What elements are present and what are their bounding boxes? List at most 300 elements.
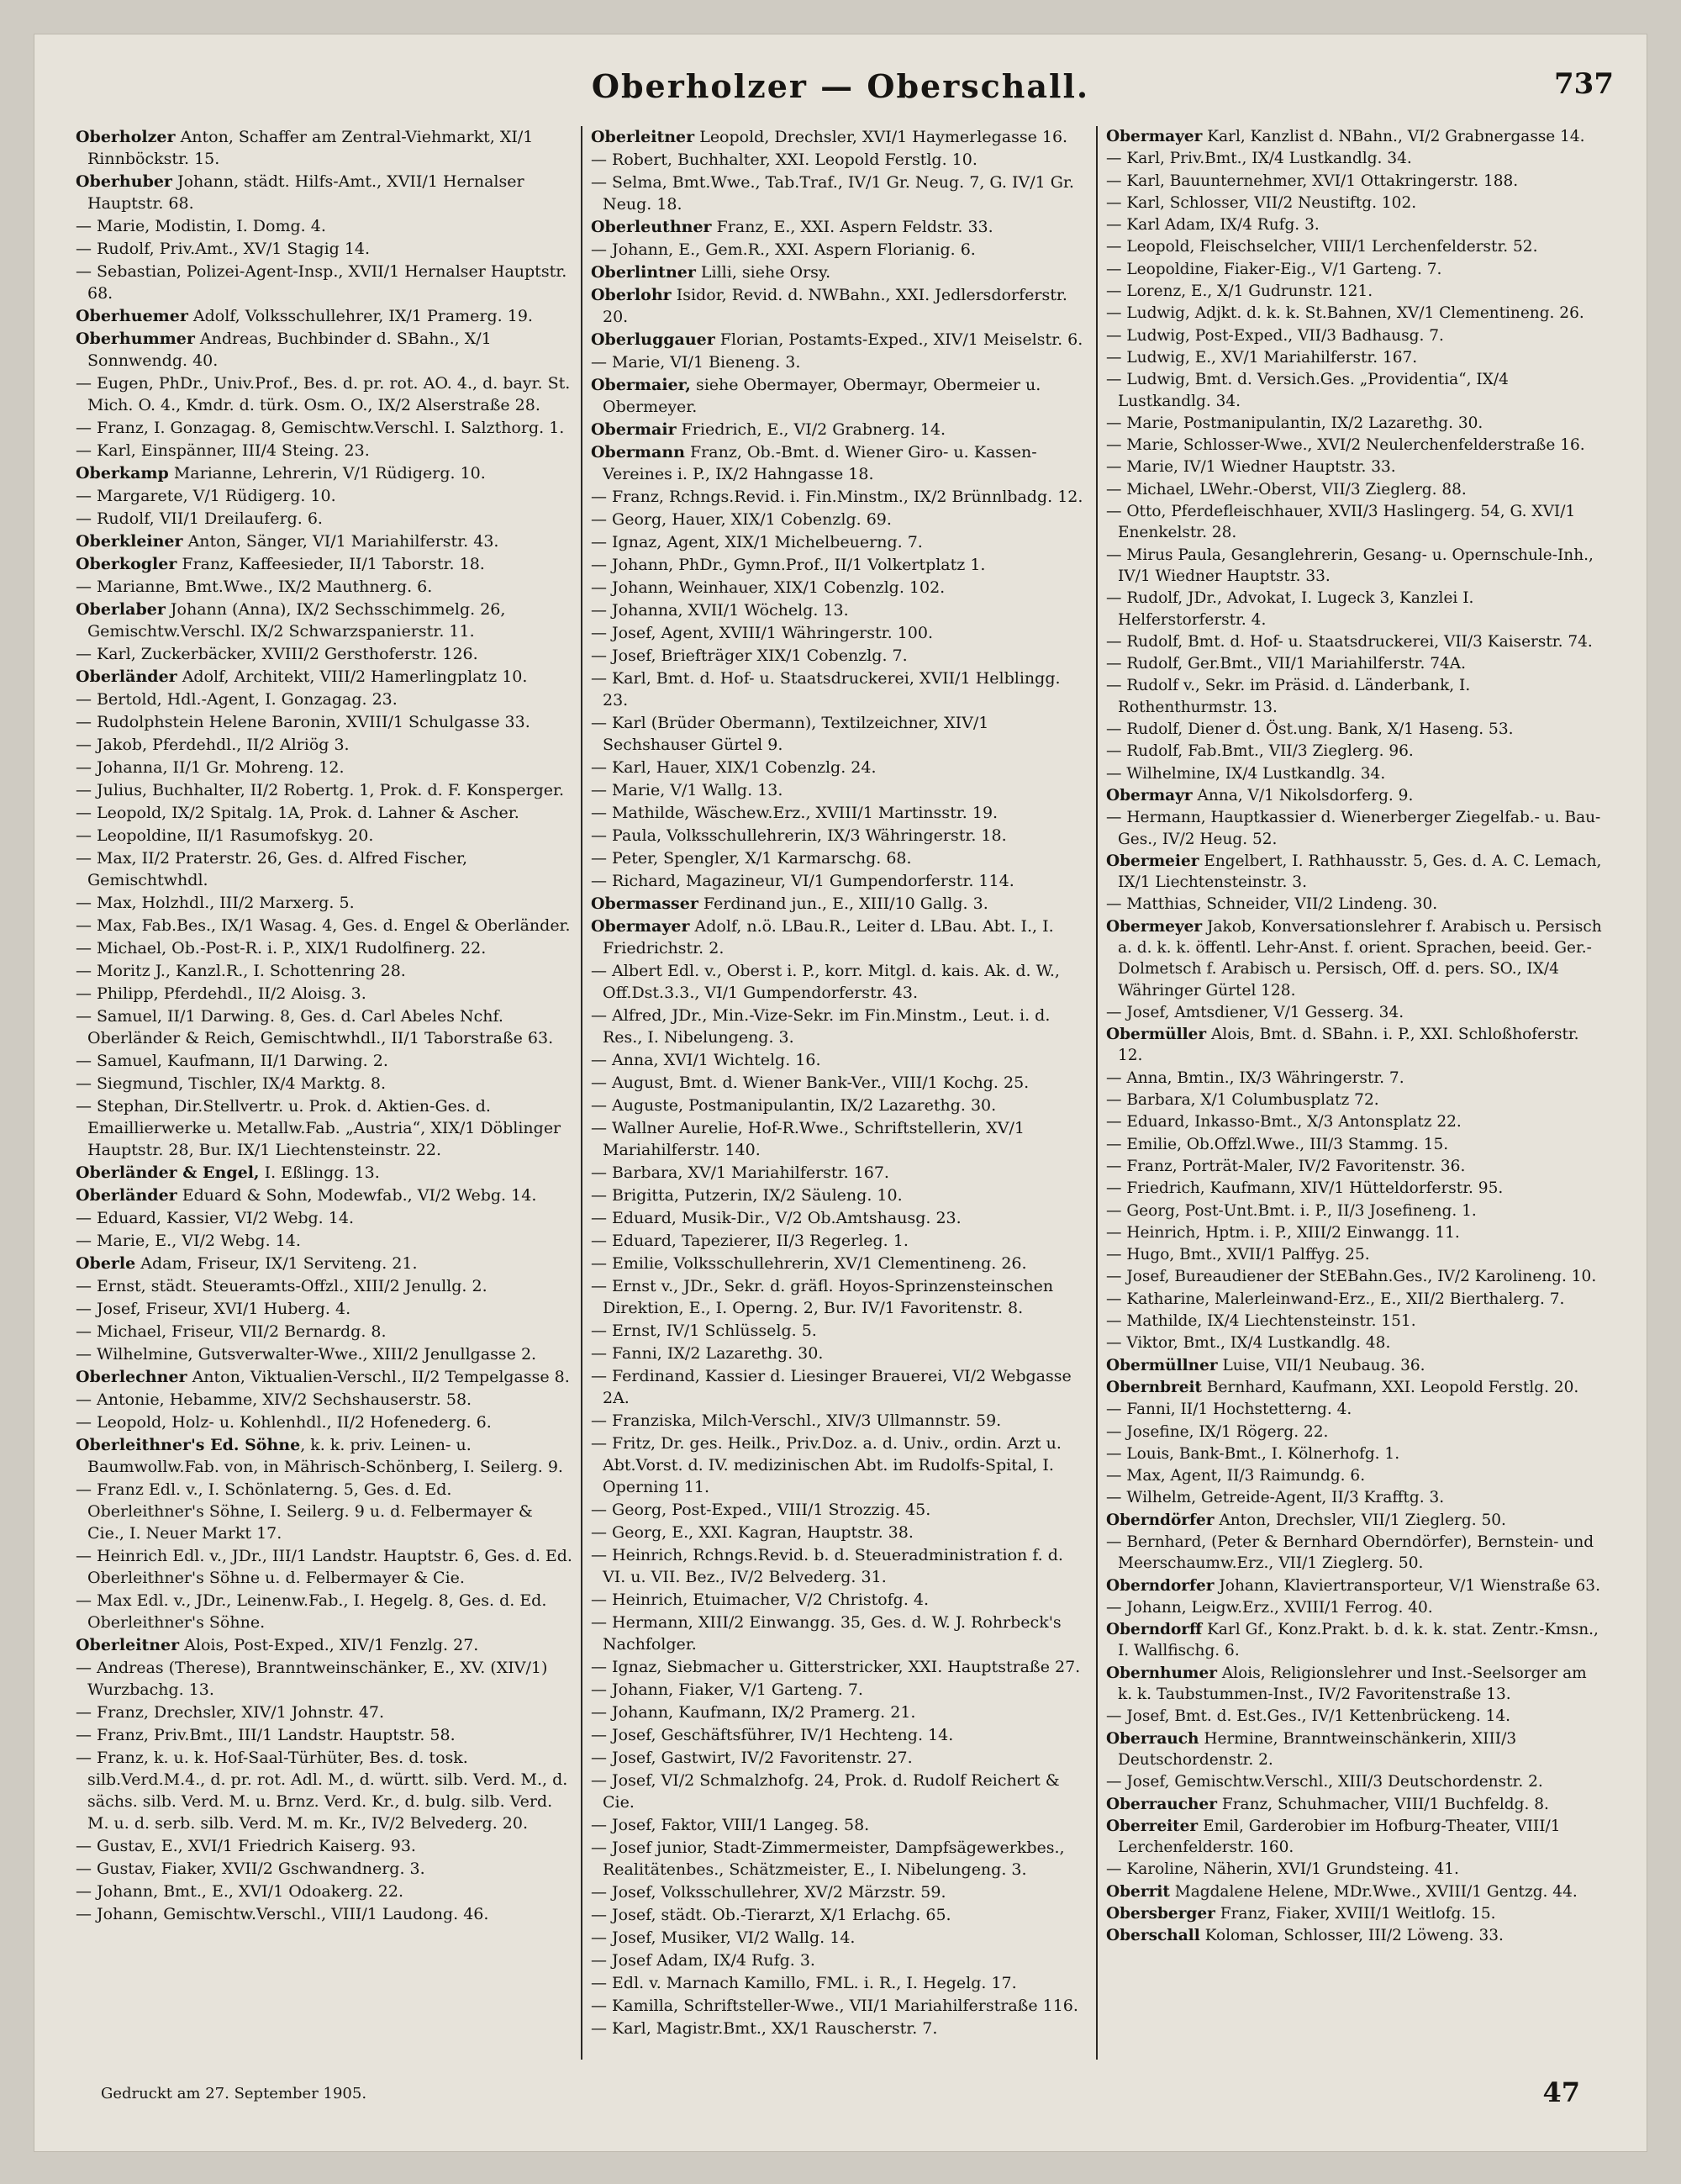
- directory-entry: [76, 530, 572, 552]
- directory-entry: [591, 1320, 1088, 1342]
- entry-text: — Josef, Amtsdiener, V/1 Gesserg. 34.: [1106, 1003, 1404, 1021]
- sheet-signature: 47: [1542, 2076, 1580, 2108]
- directory-entry: [1106, 435, 1605, 456]
- entry-text: — Johann, Gemischtw.Verschl., VIII/1 Laudong. 46.: [76, 1905, 489, 1923]
- entry-text: — Max, Fab.Bes., IX/1 Wasag. 4, Ges. d. Engel & Oberländer.: [76, 916, 571, 935]
- entry-text: — Eugen, PhDr., Univ.Prof., Bes. d. pr. rot. AO. 4., d. bayr. St. Mich. O. 4., Kmdr. d. türk. Osm. O., IX/2 Alserstraße 28.: [76, 374, 571, 414]
- directory-entry: [76, 171, 572, 214]
- directory-entry: [591, 329, 1088, 351]
- directory-entry: [1106, 1706, 1605, 1727]
- entry-surname: Oberlechner: [76, 1368, 187, 1386]
- directory-entry: [1106, 631, 1605, 652]
- directory-entry: [76, 1184, 572, 1206]
- entry-surname: Oberreiter: [1106, 1817, 1199, 1835]
- entry-surname: Oberleithner's Ed. Söhne: [76, 1436, 301, 1454]
- directory-entry: [1106, 1859, 1605, 1880]
- entry-text: — Heinrich, Hptm. i. P., XIII/2 Einwangg. 11.: [1106, 1223, 1460, 1242]
- entry-text: — Rudolf, VII/1 Dreilauferg. 6.: [76, 509, 323, 528]
- entry-text: — Johann, Kaufmann, IX/2 Pramerg. 21.: [591, 1703, 916, 1722]
- directory-entry: [591, 1837, 1088, 1881]
- entry-text: — Karl, Magistr.Bmt., XX/1 Rauscherstr. 7.: [591, 2019, 938, 2038]
- directory-entry: [1106, 369, 1605, 412]
- entry-text: — Rudolf, Ger.Bmt., VII/1 Mariahilferstr. 74A.: [1106, 655, 1466, 673]
- entry-text: Andreas, Buchbinder d. SBahn., X/1 Sonnwendg. 40.: [87, 330, 492, 370]
- directory-entry: [591, 1072, 1088, 1094]
- entry-text: — Hermann, Hauptkassier d. Wienerberger Ziegelfab.- u. Bau-Ges., IV/2 Heug. 52.: [1106, 809, 1601, 848]
- entry-text: — Josef, Gemischtw.Verschl., XIII/3 Deutschordenstr. 2.: [1106, 1773, 1543, 1791]
- directory-entry: [591, 1724, 1088, 1746]
- entry-text: Adolf, Architekt, VIII/2 Hamerlingplatz 10.: [177, 667, 528, 686]
- entry-text: — Georg, Hauer, XIX/1 Cobenzlg. 69.: [591, 510, 892, 529]
- directory-entry: [1106, 1816, 1605, 1859]
- entry-text: — Ernst, IV/1 Schlüsselg. 5.: [591, 1321, 817, 1340]
- directory-entry: [591, 1410, 1088, 1432]
- entry-text: Franz, E., XXI. Aspern Feldstr. 33.: [711, 218, 993, 236]
- entry-text: — Heinrich Edl. v., JDr., III/1 Landstr. Hauptstr. 6, Ges. d. Ed. Oberleithner's Söhne u. d. Felbermayer & Cie.: [76, 1547, 572, 1587]
- entry-text: — Johann, Fiaker, V/1 Garteng. 7.: [591, 1680, 863, 1699]
- entry-text: — Margarete, V/1 Rüdigerg. 10.: [76, 487, 336, 505]
- entry-text: — Rudolf, Fab.Bmt., VII/3 Zieglerg. 96.: [1106, 742, 1414, 761]
- entry-surname: Obermayer: [1106, 128, 1203, 145]
- directory-page: [34, 34, 1647, 2152]
- entry-text: — Franz, Rchngs.Revid. i. Fin.Minstm., IX/2 Brünnlbadg. 12.: [591, 488, 1083, 506]
- directory-entry: [76, 1207, 572, 1229]
- entry-text: Magdalene Helene, MDr.Wwe., XVIII/1 Gentzg. 44.: [1169, 1882, 1578, 1901]
- entry-text: — Max Edl. v., JDr., Leinenw.Fab., I. Hegelg. 8, Ges. d. Ed. Oberleithner's Söhne.: [76, 1591, 547, 1632]
- directory-entry: [591, 239, 1088, 261]
- directory-entry: [591, 667, 1088, 711]
- entry-surname: Oberholzer: [76, 128, 176, 146]
- directory-entry: [76, 643, 572, 665]
- entry-text: — Johanna, XVII/1 Wöchelg. 13.: [591, 601, 849, 620]
- directory-entry: [591, 1522, 1088, 1543]
- directory-entry: [76, 802, 572, 824]
- column-2: [582, 126, 1098, 2060]
- directory-entry: [1106, 741, 1605, 762]
- entry-text: — Josef, städt. Ob.-Tierarzt, X/1 Erlachg. 65.: [591, 1906, 951, 1924]
- directory-entry: [76, 1479, 572, 1544]
- directory-entry: [76, 215, 572, 237]
- directory-entry: [591, 802, 1088, 824]
- entry-surname: Obermeier: [1106, 852, 1199, 870]
- entry-text: — Alfred, JDr., Min.-Vize-Sekr. im Fin.Minstm., Leut. i. d. Res., I. Nibelungeng. 3.: [591, 1006, 1051, 1047]
- entry-text: — Marianne, Bmt.Wwe., IX/2 Mauthnerg. 6.: [76, 578, 433, 596]
- entry-text: — Karl, Schlosser, VII/2 Neustiftg. 102.: [1106, 193, 1417, 212]
- directory-entry: [591, 1612, 1088, 1655]
- directory-entry: [1106, 1134, 1605, 1155]
- print-date: Gedruckt am 27. September 1905.: [101, 2085, 367, 2102]
- entry-text: — Franz Edl. v., I. Schönlaterng. 5, Ges. d. Ed. Oberleithner's Söhne, I. Seilerg. 9 u. d. Felbermayer & Cie., I. Neuer Markt 17.: [76, 1480, 533, 1543]
- entry-surname: Oberrauch: [1106, 1729, 1199, 1748]
- directory-entry: [591, 1927, 1088, 1949]
- directory-entry: [1106, 588, 1605, 630]
- directory-entry: [591, 284, 1088, 328]
- entry-text: siehe Obermayer, Obermayr, Obermeier u. Obermeyer.: [603, 376, 1041, 416]
- directory-entry: [76, 1230, 572, 1252]
- entry-text: Eduard & Sohn, Modewfab., VI/2 Webg. 14.: [177, 1186, 537, 1205]
- column-3: [1098, 126, 1613, 2060]
- directory-entry: [76, 1162, 572, 1184]
- entry-text: Johann (Anna), IX/2 Sechsschimmelg. 26, Gemischtw.Verschl. IX/2 Schwarzspanierstr. 11.: [87, 600, 506, 641]
- entry-text: — Eduard, Inkasso-Bmt., X/3 Antonsplatz 22.: [1106, 1113, 1462, 1132]
- directory-entry: [1106, 1597, 1605, 1618]
- directory-entry: [76, 1411, 572, 1433]
- entry-text: — Karl (Brüder Obermann), Textilzeichner, XIV/1 Sechshauser Gürtel 9.: [591, 714, 989, 754]
- entry-text: Franz, Kaffeesieder, II/1 Taborstr. 18.: [177, 555, 485, 573]
- directory-entry: [591, 1747, 1088, 1769]
- directory-entry: [76, 553, 572, 575]
- directory-entry: [76, 328, 572, 372]
- entry-text: — Sebastian, Polizei-Agent-Insp., XVII/1 Hernalser Hauptstr. 68.: [76, 262, 567, 303]
- directory-entry: [591, 1499, 1088, 1521]
- entry-surname: Obermayr: [1106, 786, 1193, 804]
- directory-entry: [1106, 413, 1605, 434]
- entry-text: — Ludwig, E., XV/1 Mariahilferstr. 167.: [1106, 348, 1418, 367]
- directory-entry: [76, 1835, 572, 1857]
- entry-text: — Josef Adam, IX/4 Rufg. 3.: [591, 1951, 815, 1970]
- directory-entry: [76, 1321, 572, 1343]
- directory-entry: [1106, 851, 1605, 894]
- entry-text: — Josef, Musiker, VI/2 Wallg. 14.: [591, 1928, 856, 1947]
- directory-entry: [591, 1881, 1088, 1903]
- directory-entry: [76, 711, 572, 733]
- entry-text: — Leopoldine, Fiaker-Eig., V/1 Garteng. 7.: [1106, 260, 1442, 278]
- entry-text: — Karl, Priv.Bmt., IX/4 Lustkandlg. 34.: [1106, 150, 1412, 168]
- entry-text: Koloman, Schlosser, III/2 Löweng. 33.: [1199, 1927, 1504, 1945]
- directory-entry: [591, 1005, 1088, 1048]
- directory-entry: [1106, 303, 1605, 324]
- entry-text: — Ludwig, Adjkt. d. k. k. St.Bahnen, XV/1 Clementineng. 26.: [1106, 304, 1584, 323]
- entry-text: — Marie, VI/1 Bieneng. 3.: [591, 353, 801, 372]
- directory-entry: [591, 149, 1088, 171]
- directory-entry: [591, 1230, 1088, 1252]
- entry-surname: Obermaier,: [591, 376, 691, 394]
- directory-entry: [1106, 1068, 1605, 1089]
- entry-text: — Lorenz, E., X/1 Gudrunstr. 121.: [1106, 282, 1373, 301]
- directory-entry: [76, 1903, 572, 1925]
- entry-text: — Wilhelmine, IX/4 Lustkandlg. 34.: [1106, 764, 1386, 783]
- entry-text: — Viktor, Bmt., IX/4 Lustkandlg. 48.: [1106, 1334, 1391, 1353]
- entry-text: — Max, Holzhdl., III/2 Marxerg. 5.: [76, 894, 355, 912]
- entry-text: Franz, Ob.-Bmt. d. Wiener Giro- u. Kassen-Vereines i. P., IX/2 Hahngasse 18.: [603, 443, 1037, 483]
- entry-text: — Ludwig, Post-Exped., VII/3 Badhausg. 7.: [1106, 326, 1444, 345]
- entry-surname: Oberkleiner: [76, 532, 183, 551]
- entry-text: Franz, Fiaker, XVIII/1 Weitlofg. 15.: [1215, 1905, 1496, 1923]
- entry-text: Johann, städt. Hilfs-Amt., XVII/1 Hernalser Hauptstr. 68.: [87, 172, 524, 213]
- directory-entry: [591, 1095, 1088, 1116]
- directory-entry: [1106, 1200, 1605, 1221]
- directory-entry: [1106, 1332, 1605, 1353]
- entry-text: — Louis, Bank-Bmt., I. Kölnerhofg. 1.: [1106, 1444, 1400, 1463]
- entry-surname: Obermeyer: [1106, 917, 1203, 936]
- entry-text: Bernhard, Kaufmann, XXI. Leopold Ferstlg. 20.: [1202, 1378, 1579, 1396]
- entry-surname: Oberhummer: [76, 330, 195, 348]
- directory-entry: [591, 599, 1088, 621]
- directory-entry: [591, 622, 1088, 644]
- directory-entry: [1106, 171, 1605, 192]
- entry-surname: Oberle: [76, 1254, 136, 1273]
- directory-entry: [1106, 1111, 1605, 1132]
- entry-text: — Mirus Paula, Gesanglehrerin, Gesang- u. Opernschule-Inh., IV/1 Wiedner Hauptstr. 33.: [1106, 546, 1594, 585]
- entry-text: — Josef, VI/2 Schmalzhofg. 24, Prok. d. Rudolf Reichert & Cie.: [591, 1771, 1060, 1812]
- entry-surname: Oberländer: [76, 667, 177, 686]
- entry-surname: Obermann: [591, 443, 685, 462]
- entry-surname: Oberleitner: [76, 1636, 180, 1654]
- directory-entry: [76, 1275, 572, 1297]
- directory-entry: [591, 1544, 1088, 1588]
- directory-entry: [591, 915, 1088, 959]
- directory-entry: [1106, 1728, 1605, 1771]
- directory-entry: [1106, 1794, 1605, 1815]
- entry-text: — Gustav, E., XVI/1 Friedrich Kaiserg. 93.: [76, 1837, 416, 1855]
- entry-text: — Anna, XVI/1 Wichtelg. 16.: [591, 1051, 821, 1069]
- directory-entry: [76, 1434, 572, 1478]
- entry-text: — Auguste, Postmanipulantin, IX/2 Lazarethg. 30.: [591, 1096, 997, 1115]
- entry-text: Luise, VII/1 Neubaug. 36.: [1217, 1356, 1425, 1374]
- directory-entry: [1106, 1222, 1605, 1243]
- directory-entry: [76, 666, 572, 688]
- directory-entry: [591, 893, 1088, 915]
- entry-text: — Eduard, Tapezierer, II/3 Regerleg. 1.: [591, 1232, 909, 1250]
- entry-text: — Kamilla, Schriftsteller-Wwe., VII/1 Mariahilferstraße 116.: [591, 1997, 1078, 2015]
- directory-entry: [76, 1095, 572, 1161]
- directory-entry: [1106, 325, 1605, 346]
- directory-entry: [1106, 479, 1605, 500]
- entry-surname: Oberlaber: [76, 600, 166, 619]
- entry-text: — Leopold, Holz- u. Kohlenhdl., II/2 Hofenederg. 6.: [76, 1413, 492, 1432]
- entry-text: — Siegmund, Tischler, IX/4 Marktg. 8.: [76, 1074, 386, 1093]
- entry-text: — Brigitta, Putzerin, IX/2 Säuleng. 10.: [591, 1186, 903, 1205]
- entry-text: — Josef, Friseur, XVI/1 Huberg. 4.: [76, 1300, 351, 1318]
- entry-text: — Karl, Zuckerbäcker, XVIII/2 Gersthoferstr. 126.: [76, 645, 478, 663]
- directory-entry: [76, 508, 572, 530]
- directory-entry: [1106, 1881, 1605, 1902]
- entry-text: — Josef, Geschäftsführer, IV/1 Hechteng. 14.: [591, 1726, 954, 1744]
- entry-text: — Rudolf, Bmt. d. Hof- u. Staatsdruckerei, VII/3 Kaiserstr. 74.: [1106, 632, 1593, 651]
- entry-text: — August, Bmt. d. Wiener Bank-Ver., VIII/1 Kochg. 25.: [591, 1074, 1030, 1092]
- entry-text: — Franziska, Milch-Verschl., XIV/3 Ullmannstr. 59.: [591, 1411, 1002, 1430]
- entry-text: Anton, Drechsler, VII/1 Zieglerg. 50.: [1214, 1511, 1506, 1529]
- directory-entry: [591, 1972, 1088, 1994]
- directory-entry: [1106, 1355, 1605, 1376]
- entry-text: — Johann, Leigw.Erz., XVIII/1 Ferrog. 40.: [1106, 1598, 1433, 1617]
- directory-entry: [591, 1701, 1088, 1723]
- directory-entry: [76, 847, 572, 891]
- entry-text: — Karl, Bauunternehmer, XVI/1 Ottakringerstr. 188.: [1106, 171, 1519, 190]
- directory-entry: [1106, 807, 1605, 850]
- directory-entry: [1106, 1422, 1605, 1443]
- entry-surname: Oberleuthner: [591, 218, 712, 236]
- directory-entry: [76, 1881, 572, 1902]
- entry-surname: Oberländer: [76, 1186, 177, 1205]
- entry-text: — Eduard, Musik-Dir., V/2 Ob.Amtshausg. 23.: [591, 1209, 962, 1227]
- entry-text: — Julius, Buchhalter, II/2 Robertg. 1, Prok. d. F. Konsperger.: [76, 781, 565, 799]
- entry-text: Engelbert, I. Rathhausstr. 5, Ges. d. A. C. Lemach, IX/1 Liechtensteinstr. 3.: [1118, 852, 1602, 892]
- entry-text: — Georg, Post-Exped., VIII/1 Strozzig. 45.: [591, 1501, 931, 1519]
- directory-entry: [76, 599, 572, 642]
- entry-text: Anton, Schaffer am Zentral-Viehmarkt, XI/1 Rinnböckstr. 15.: [87, 128, 534, 168]
- entry-text: — Karoline, Näherin, XVI/1 Grundsteing. 41.: [1106, 1860, 1459, 1879]
- entry-text: — Max, II/2 Praterstr. 26, Ges. d. Alfred Fischer, Gemischtwhdl.: [76, 849, 468, 889]
- page-header: [67, 59, 1614, 126]
- entry-text: I. Eßlingg. 13.: [259, 1163, 380, 1182]
- entry-text: — Heinrich, Etuimacher, V/2 Christofg. 4.: [591, 1591, 930, 1609]
- entry-text: — Georg, Post-Unt.Bmt. i. P., II/3 Josefineng. 1.: [1106, 1201, 1477, 1220]
- entry-text: — Michael, Friseur, VII/2 Bernardg. 8.: [76, 1322, 387, 1341]
- entry-text: — Andreas (Therese), Branntweinschänker, E., XV. (XIV/1) Wurzbachg. 13.: [76, 1659, 548, 1699]
- directory-entry: [591, 374, 1088, 418]
- directory-entry: [1106, 1089, 1605, 1110]
- directory-entry: [76, 1366, 572, 1388]
- entry-text: — Josef, Bmt. d. Est.Ges., IV/1 Kettenbrückeng. 14.: [1106, 1707, 1511, 1726]
- entry-text: — Emilie, Ob.Offzl.Wwe., III/3 Stammg. 15.: [1106, 1135, 1449, 1153]
- entry-text: — Johann, Bmt., E., XVI/1 Odoakerg. 22.: [76, 1882, 404, 1901]
- directory-entry: [591, 1949, 1088, 1971]
- directory-entry: [591, 1656, 1088, 1678]
- entry-text: — Otto, Pferdefleischhauer, XVII/3 Haslingerg. 54, G. XVI/1 Enenkelstr. 28.: [1106, 503, 1576, 542]
- entry-text: — Anna, Bmtin., IX/3 Währingerstr. 7.: [1106, 1068, 1404, 1087]
- entry-text: — Franz, Porträt-Maler, IV/2 Favoritenstr. 36.: [1106, 1157, 1466, 1175]
- directory-entry: [76, 937, 572, 959]
- directory-entry: [591, 1343, 1088, 1364]
- entry-surname: Oberschall: [1106, 1927, 1200, 1945]
- directory-entry: [591, 509, 1088, 530]
- entry-text: — Moritz J., Kanzl.R., I. Schottenring 28.: [76, 962, 406, 980]
- directory-entry: [1106, 653, 1605, 674]
- directory-entry: [1106, 545, 1605, 588]
- entry-text: — Albert Edl. v., Oberst i. P., korr. Mitgl. d. kais. Ak. d. W., Off.Dst.3.3., VI/1 Gumpendorferstr. 43.: [591, 962, 1060, 1002]
- entry-text: — Hermann, XIII/2 Einwangg. 35, Ges. d. W. J. Rohrbeck's Nachfolger.: [591, 1613, 1062, 1654]
- directory-entry: [591, 825, 1088, 847]
- entry-text: — Georg, E., XXI. Kagran, Hauptstr. 38.: [591, 1523, 914, 1542]
- entry-text: — Wallner Aurelie, Hof-R.Wwe., Schriftstellerin, XV/1 Mariahilferstr. 140.: [591, 1119, 1025, 1159]
- directory-entry: [1106, 148, 1605, 169]
- directory-entry: [76, 417, 572, 439]
- entry-surname: Oberhuemer: [76, 307, 188, 325]
- entry-text: — Selma, Bmt.Wwe., Tab.Traf., IV/1 Gr. Neug. 7, G. IV/1 Gr. Neug. 18.: [591, 173, 1074, 214]
- entry-text: — Barbara, X/1 Columbusplatz 72.: [1106, 1091, 1379, 1110]
- page-title: Oberholzer — Oberschall.: [591, 67, 1090, 105]
- entry-text: — Jakob, Pferdehdl., II/2 Alriög 3.: [76, 736, 350, 754]
- entry-text: — Eduard, Kassier, VI/2 Webg. 14.: [76, 1209, 354, 1227]
- entry-text: Emil, Garderobier im Hofburg-Theater, VIII/1 Lerchenfelderstr. 160.: [1118, 1817, 1561, 1857]
- entry-text: — Leopoldine, II/1 Rasumofskyg. 20.: [76, 826, 374, 845]
- entry-surname: Oberländer & Engel,: [76, 1163, 260, 1182]
- entry-text: — Philipp, Pferdehdl., II/2 Aloisg. 3.: [76, 984, 366, 1003]
- entry-surname: Oberrit: [1106, 1882, 1170, 1901]
- entry-text: — Ludwig, Bmt. d. Versich.Ges. „Providentia“, IX/4 Lustkandlg. 34.: [1106, 371, 1509, 410]
- entry-text: — Josef, Briefträger XIX/1 Cobenzlg. 7.: [591, 646, 908, 665]
- entry-text: — Richard, Magazineur, VI/1 Gumpendorferstr. 114.: [591, 872, 1014, 890]
- entry-text: — Mathilde, IX/4 Liechtensteinstr. 151.: [1106, 1312, 1416, 1331]
- entry-text: — Mathilde, Wäschew.Erz., XVIII/1 Martinsstr. 19.: [591, 804, 999, 822]
- directory-entry: [1106, 1903, 1605, 1924]
- entry-text: Lilli, siehe Orsy.: [695, 263, 831, 282]
- entry-text: — Samuel, II/1 Darwing. 8, Ges. d. Carl Abeles Nchf. Oberländer & Reich, Gemischtwhdl., II/1 Taborstraße 63.: [76, 1007, 554, 1047]
- directory-entry: [1106, 347, 1605, 368]
- directory-entry: [76, 126, 572, 170]
- directory-entry: [591, 216, 1088, 238]
- directory-entry: [76, 1634, 572, 1656]
- entry-surname: Obernbreit: [1106, 1378, 1203, 1396]
- entry-surname: Obermair: [591, 420, 677, 439]
- directory-entry: [1106, 675, 1605, 718]
- directory-entry: [76, 734, 572, 756]
- entry-surname: Obernhumer: [1106, 1664, 1218, 1682]
- entry-text: — Johann, E., Gem.R., XXI. Aspern Florianig. 6.: [591, 240, 976, 259]
- entry-surname: Oberlintner: [591, 263, 696, 282]
- directory-entry: [1106, 1289, 1605, 1310]
- entry-surname: Oberndörfer: [1106, 1511, 1215, 1529]
- entry-surname: Obersberger: [1106, 1905, 1215, 1923]
- entry-surname: Obermüller: [1106, 1026, 1207, 1044]
- directory-entry: [76, 1073, 572, 1095]
- directory-entry: [591, 1770, 1088, 1813]
- directory-entry: [591, 1162, 1088, 1184]
- entry-text: — Josefine, IX/1 Rögerg. 22.: [1106, 1422, 1329, 1441]
- entry-text: , k. k. priv. Leinen- u. Baumwollw.Fab. von, in Mährisch-Schönberg, I. Seilerg. 9.: [87, 1436, 563, 1476]
- entry-surname: Oberkogler: [76, 555, 177, 573]
- entry-text: — Josef, Volksschullehrer, XV/2 Märzstr. 59.: [591, 1883, 946, 1902]
- directory-entry: [591, 1904, 1088, 1926]
- entry-text: Marianne, Lehrerin, V/1 Rüdigerg. 10.: [168, 464, 486, 483]
- directory-entry: [76, 261, 572, 304]
- directory-entry: [1106, 259, 1605, 280]
- entry-text: — Wilhelmine, Gutsverwalter-Wwe., XIII/2 Jenullgasse 2.: [76, 1345, 537, 1364]
- directory-entry: [1106, 1663, 1605, 1706]
- directory-entry: [1106, 1575, 1605, 1596]
- entry-text: — Ignaz, Agent, XIX/1 Michelbeuerng. 7.: [591, 533, 923, 551]
- directory-entry: [591, 1814, 1088, 1836]
- directory-entry: [1106, 1925, 1605, 1946]
- entry-text: — Marie, V/1 Wallg. 13.: [591, 781, 783, 799]
- directory-entry: [591, 441, 1088, 485]
- entry-text: — Franz, I. Gonzagag. 8, Gemischtw.Verschl. I. Salzthorg. 1.: [76, 419, 565, 437]
- directory-entry: [76, 1050, 572, 1072]
- directory-entry: [1106, 1619, 1605, 1662]
- directory-entry: [76, 1590, 572, 1633]
- directory-entry: [1106, 1156, 1605, 1177]
- entry-surname: Oberkamp: [76, 464, 169, 483]
- directory-entry: [76, 983, 572, 1005]
- entry-text: — Ernst, städt. Steueramts-Offzl., XIII/2 Jenullg. 2.: [76, 1277, 487, 1295]
- entry-text: Johann, Klaviertransporteur, V/1 Wienstraße 63.: [1214, 1576, 1600, 1595]
- entry-text: — Ernst v., JDr., Sekr. d. gräfl. Hoyos-Sprinzensteinschen Direktion, E., I. Operng. 2, Bur. IV/1 Favoritenstr. 8.: [591, 1277, 1054, 1317]
- entry-surname: Obermayer: [591, 917, 690, 936]
- directory-entry: [591, 2018, 1088, 2039]
- directory-entry: [76, 688, 572, 710]
- entry-text: — Paula, Volksschullehrerin, IX/3 Währingerstr. 18.: [591, 826, 1007, 845]
- directory-entry: [1106, 785, 1605, 806]
- directory-entry: [76, 757, 572, 778]
- directory-entry: [591, 1432, 1088, 1498]
- entry-text: — Franz, Priv.Bmt., III/1 Landstr. Hauptstr. 58.: [76, 1726, 456, 1744]
- directory-entry: [591, 1117, 1088, 1161]
- entry-text: Friedrich, E., VI/2 Grabnerg. 14.: [676, 420, 946, 439]
- directory-entry: [76, 1724, 572, 1746]
- entry-text: — Franz, Drechsler, XIV/1 Johnstr. 47.: [76, 1703, 385, 1722]
- entry-text: — Katharine, Malerleinwand-Erz., E., XII/2 Bierthalerg. 7.: [1106, 1290, 1565, 1308]
- directory-entry: [591, 757, 1088, 778]
- entry-text: — Marie, Postmanipulantin, IX/2 Lazarethg. 30.: [1106, 414, 1483, 432]
- entry-text: — Johanna, II/1 Gr. Mohreng. 12.: [76, 758, 345, 777]
- directory-entry: [1106, 1244, 1605, 1265]
- page-footer: [67, 2076, 1614, 2127]
- entry-text: — Marie, Schlosser-Wwe., XVI/2 Neulerchenfelderstraße 16.: [1106, 436, 1585, 455]
- entry-text: — Michael, Ob.-Post-R. i. P., XIX/1 Rudolfinerg. 22.: [76, 939, 487, 957]
- directory-entry: [76, 825, 572, 847]
- entry-text: — Hugo, Bmt., XVII/1 Palffyg. 25.: [1106, 1246, 1370, 1264]
